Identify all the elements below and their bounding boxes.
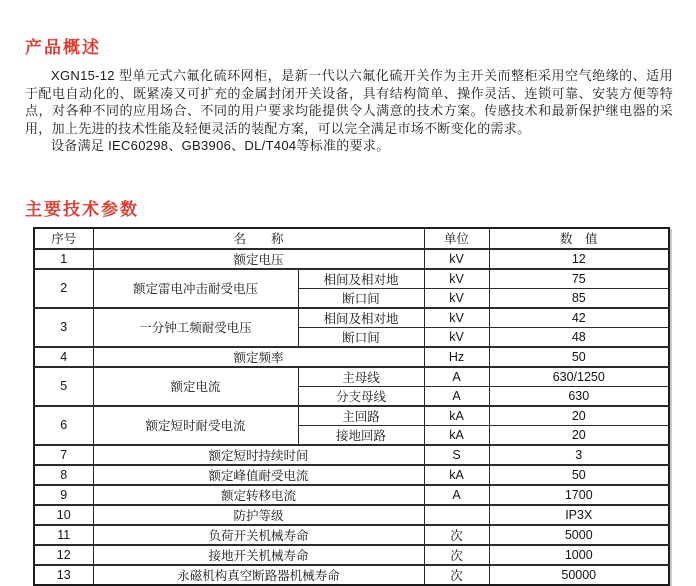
value-cell: 630 [489,386,669,406]
param-row [34,505,669,525]
header-serial: 序号 [34,228,93,249]
param-row [34,249,669,269]
serial-cell: 4 [34,347,93,367]
serial-cell: 10 [34,505,93,525]
header-name: 名 称 [93,228,424,249]
table-header-row [34,228,669,249]
unit-cell: Hz [424,347,489,367]
header-value: 数 值 [489,228,669,249]
unit-cell: 次 [424,545,489,565]
standards-paragraph: 设备满足 IEC60298、GB3906、DL/T404等标准的要求。 [51,138,390,153]
name-cell: 永磁机构真空断路器机械寿命 [93,565,424,585]
value-cell: 85 [489,288,669,308]
tech-params-table [33,227,670,586]
unit-cell: kV [424,288,489,308]
unit-cell: kV [424,249,489,269]
unit-cell [424,505,489,525]
section-title-product-overview: 产品概述 [25,38,101,57]
value-cell: 1700 [489,485,669,505]
serial-cell: 1 [34,249,93,269]
param-row [34,445,669,465]
sub-name-cell: 相间及相对地 [298,308,424,328]
value-cell: 75 [489,269,669,289]
sub-name-cell: 主母线 [298,367,424,387]
sub-name-cell: 相间及相对地 [298,269,424,289]
value-cell: 1000 [489,545,669,565]
name-cell: 额定频率 [93,347,424,367]
unit-cell: A [424,485,489,505]
unit-cell: 次 [424,525,489,545]
unit-cell: S [424,445,489,465]
value-cell: 12 [489,249,669,269]
sub-name-cell: 主回路 [298,406,424,426]
sub-name-cell: 接地回路 [298,425,424,445]
sub-name-cell: 断口间 [298,288,424,308]
value-cell: 3 [489,445,669,465]
name-cell: 负荷开关机械寿命 [93,525,424,545]
value-cell: IP3X [489,505,669,525]
name-cell: 额定短时持续时间 [93,445,424,465]
name-cell: 额定电压 [93,249,424,269]
value-cell: 50 [489,465,669,485]
serial-cell: 6 [34,406,93,445]
serial-cell: 2 [34,269,93,308]
param-row [34,367,669,387]
unit-cell: A [424,386,489,406]
serial-cell: 9 [34,485,93,505]
unit-cell: kA [424,425,489,445]
param-row [34,525,669,545]
header-unit: 单位 [424,228,489,249]
param-row [34,308,669,328]
serial-cell: 5 [34,367,93,406]
param-row [34,269,669,289]
name-cell: 额定峰值耐受电流 [93,465,424,485]
param-row [34,465,669,485]
sub-name-cell: 断口间 [298,327,424,347]
sub-name-cell: 分支母线 [298,386,424,406]
param-row [34,565,669,585]
param-row [34,406,669,426]
value-cell: 50 [489,347,669,367]
unit-cell: kA [424,465,489,485]
value-cell: 48 [489,327,669,347]
unit-cell: kA [424,406,489,426]
serial-cell: 8 [34,465,93,485]
serial-cell: 13 [34,565,93,585]
value-cell: 50000 [489,565,669,585]
param-row [34,485,669,505]
unit-cell: kV [424,269,489,289]
value-cell: 630/1250 [489,367,669,387]
serial-cell: 11 [34,525,93,545]
serial-cell: 7 [34,445,93,465]
param-row [34,545,669,565]
overview-paragraph: XGN15-12 型单元式六氟化硫环网柜，是新一代以六氟化硫开关作为主开关而整柜采用空气绝缘的、适用于配电自动化的、既紧凑又可扩充的金属封闭开关设备，具有结构简单、操作灵活、连锁可靠、安装方便等特点，对各种不同的应用场合、不同的用户要求均能提供令人满意的技术方案。传感技术和最新保护继电器的采用，加上先进的技术性能及轻便灵活的装配方案，可以完全满足市场不断变化的需求。 [25,68,673,136]
value-cell: 42 [489,308,669,328]
section-title-tech-params: 主要技术参数 [25,199,139,219]
name-cell: 额定电流 [93,367,298,406]
unit-cell: kV [424,308,489,328]
serial-cell: 3 [34,308,93,347]
value-cell: 20 [489,406,669,426]
name-cell: 额定雷电冲击耐受电压 [93,269,298,308]
serial-cell: 12 [34,545,93,565]
name-cell: 一分钟工频耐受电压 [93,308,298,347]
unit-cell: 次 [424,565,489,585]
name-cell: 接地开关机械寿命 [93,545,424,565]
name-cell: 额定转移电流 [93,485,424,505]
unit-cell: A [424,367,489,387]
param-row [34,347,669,367]
name-cell: 防护等级 [93,505,424,525]
name-cell: 额定短时耐受电流 [93,406,298,445]
unit-cell: kV [424,327,489,347]
value-cell: 20 [489,425,669,445]
value-cell: 5000 [489,525,669,545]
